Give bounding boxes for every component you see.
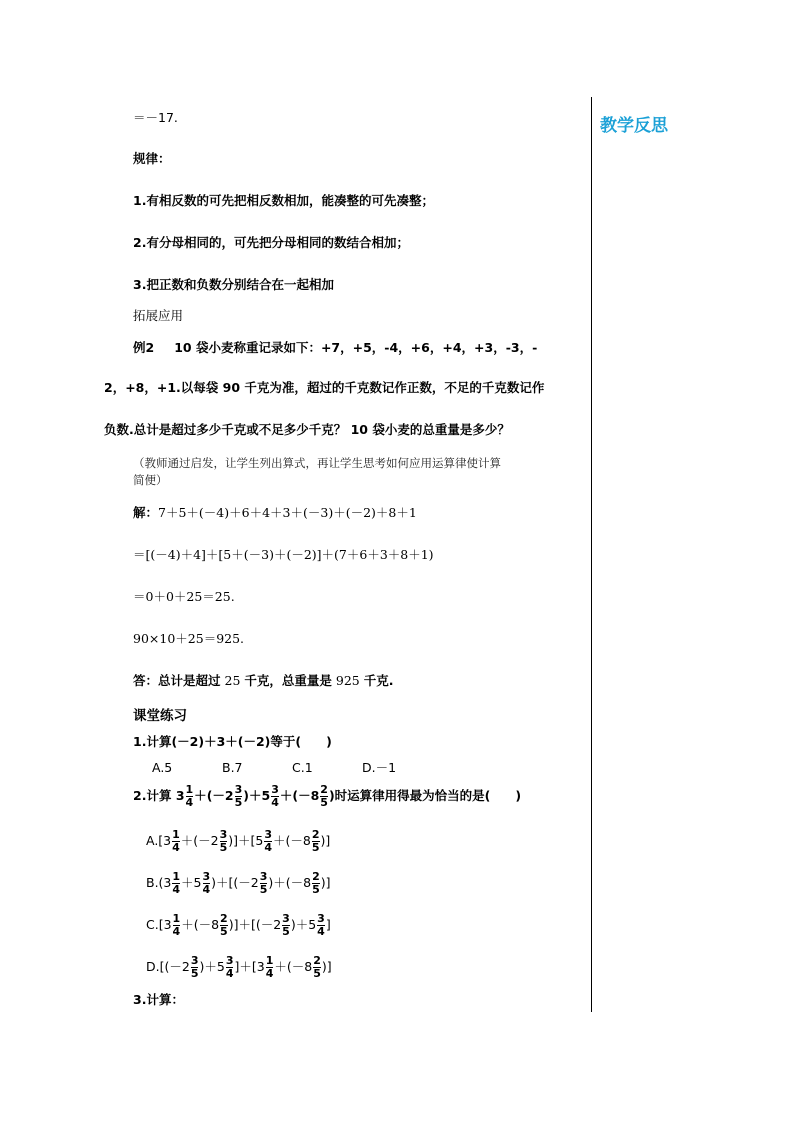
example-label: 例2 [133,340,155,355]
teacher-note-2: 简便） [133,473,168,487]
question-3: 3.计算： [133,992,184,1007]
example-line-2: 2，+8，+1.以每袋 90 千克为准，超过的千克数记作正数，不足的千克数记作 [104,380,545,395]
question-2-option-c: C.[3 $\frac{1}{4}$ ＋(－8 $\frac{2}{5}$ )]＋[(－2 $\frac{3}{5}$ )＋5 $\frac{3}{4}$ ] [146,912,331,938]
question-1-options [152,760,432,776]
option-d: D.－1 [362,760,397,775]
answer-text-e: 千克. [363,673,394,688]
rule-3: 3.把正数和负数分别结合在一起相加 [133,277,334,292]
mixed-number-8-2-5: 8 $\frac{2}{5}$ [310,783,328,809]
answer-value-925: 925 [335,673,360,688]
example-line-3: 负数.总计是超过多少千克或不足多少千克？ 10 袋小麦的总重量是多少？ [104,422,510,437]
solution-line-4: 90×10＋25＝925. [133,631,245,646]
teacher-note-1: （教师通过启发，让学生列出算式，再让学生思考如何应用运算律使计算 [133,456,501,470]
solution-expr-1: 7＋5＋(－4)＋6＋4＋3＋(－3)＋(－2)＋8＋1 [158,505,417,520]
solution-line-1 [133,505,417,521]
answer-line [133,673,394,689]
example-line-1 [133,340,537,356]
question-2-option-d: D.[(－2 $\frac{3}{5}$ )＋5 $\frac{3}{4}$ ]＋[3 $\frac{1}{4}$ ＋(－8 $\frac{2}{5}$ )] [146,954,332,980]
rule-2: 2.有分母相同的，可先把分母相同的数结合相加； [133,235,409,250]
option-c: C.1 [292,760,313,775]
answer-text-a: 总计是超过 [158,673,221,688]
margin-divider [591,97,592,1012]
solution-line-2: ＝[(－4)＋4]＋[5＋(－3)＋(－2)]＋(7＋6＋3＋8＋1) [133,547,434,562]
solution-line-3: ＝0＋0＋25＝25. [133,589,235,604]
option-b: B.7 [222,760,243,775]
mixed-number-3-1-4: 3 $\frac{1}{4}$ [175,783,194,809]
answer-label: 答： [133,673,159,688]
practice-heading: 课堂练习 [133,708,187,724]
answer-value-25: 25 [224,673,241,688]
question-2: 2.计算 3 $\frac{1}{4}$ ＋(－2 $\frac{3}{5}$ )＋5 $\frac{3}{4}$ ＋(－8 $\frac{2}{5}$ )时运算律用得最为恰当的是( ) [133,783,522,809]
mixed-number-5-3-4: 5 $\frac{3}{4}$ [261,783,279,809]
answer-text-c: 千克，总重量是 [244,673,332,688]
rule-1: 1.有相反数的可先把相反数相加，能凑整的可先凑整； [133,193,434,208]
question-2-option-a: A.[3 $\frac{1}{4}$ ＋(－2 $\frac{3}{5}$ )]＋[5 $\frac{3}{4}$ ＋(－8 $\frac{2}{5}$ )] [146,828,331,854]
result-line: ＝－17. [133,110,178,125]
question-2-option-b: B.(3 $\frac{1}{4}$ ＋5 $\frac{3}{4}$ )＋[(－2 $\frac{3}{5}$ )＋(－8 $\frac{2}{5}$ )] [146,870,331,896]
mixed-number-2-3-5: 2 $\frac{3}{5}$ [224,783,243,809]
question-2-prefix: 2.计算 [133,788,172,803]
option-a: A.5 [152,760,173,775]
extension-heading: 拓展应用 [133,308,184,323]
question-1: 1.计算(－2)＋3＋(－2)等于( ) [133,734,332,749]
rules-heading: 规律： [133,151,171,166]
example-text-1: 10 袋小麦称重记录如下：+7，+5，-4，+6，+4，+3，-3，- [174,340,538,355]
teaching-reflection-title: 教学反思 [600,116,668,136]
solution-label: 解： [133,505,159,520]
question-2-suffix: 时运算律用得最为恰当的是( ) [334,788,522,803]
